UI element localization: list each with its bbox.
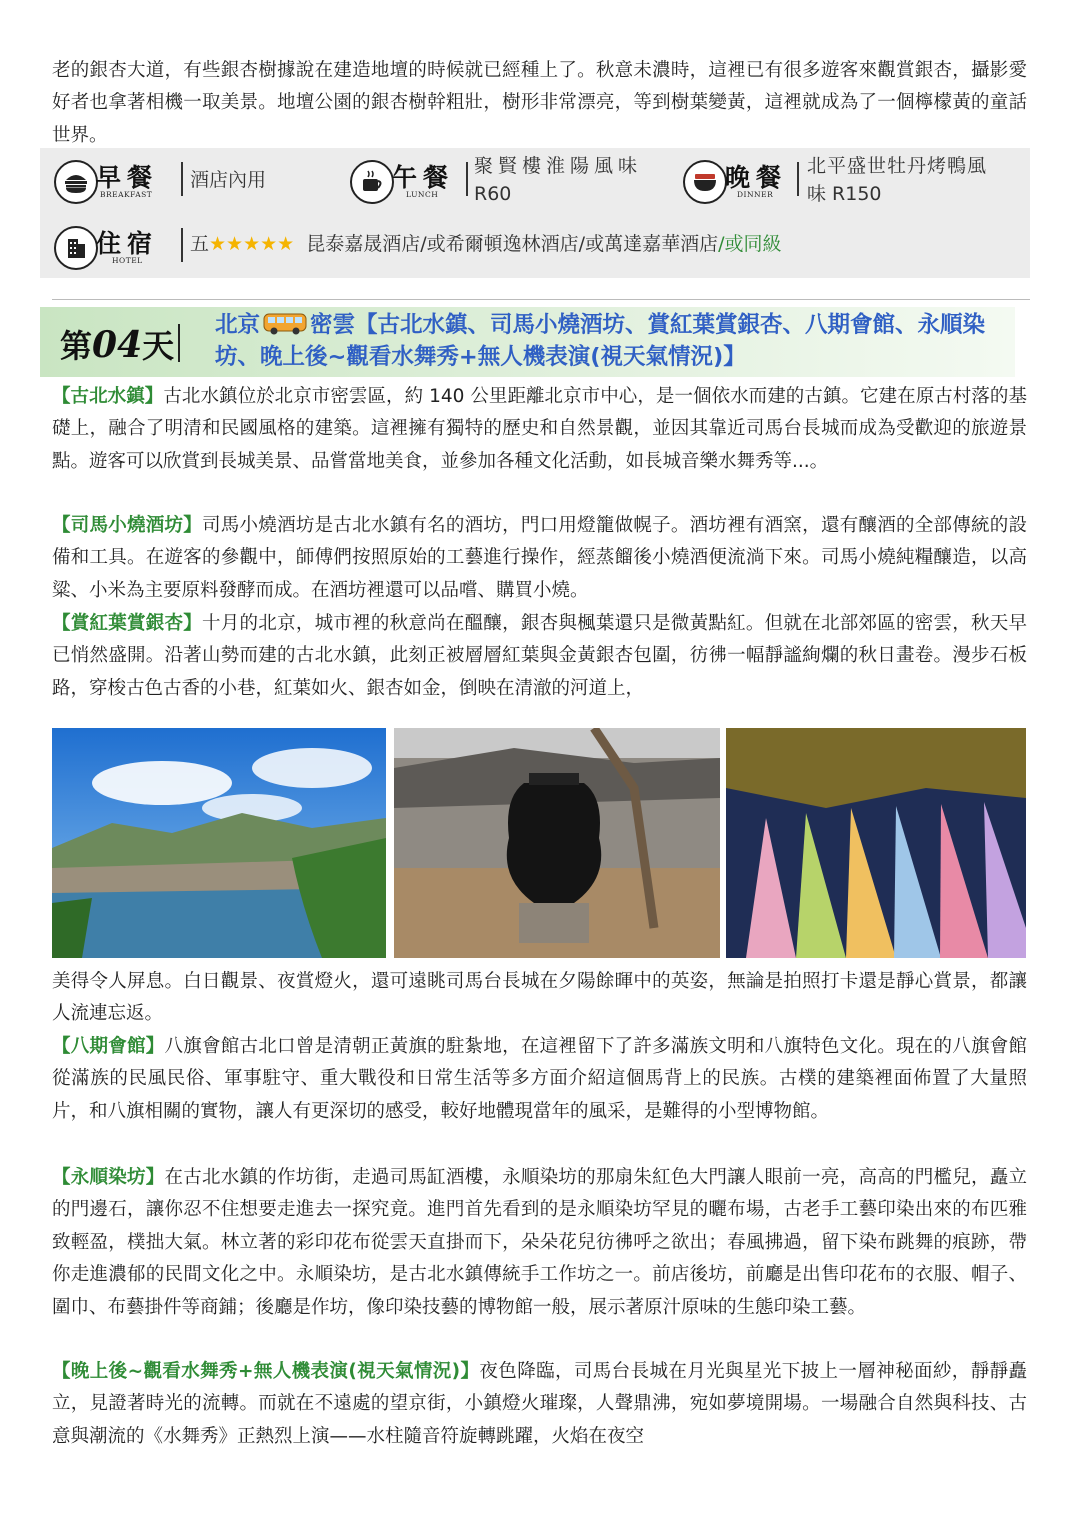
dinner-label: 晚餐 — [725, 163, 788, 192]
wine-jar-photo — [394, 728, 720, 958]
lunch-item — [350, 155, 680, 210]
section-title: 【八期會館】 — [52, 1036, 165, 1057]
meals-info-box — [40, 148, 1030, 278]
bus-icon — [263, 312, 307, 334]
breakfast-en-label: BREAKFAST — [100, 190, 153, 199]
section-yongshun-dye — [52, 1162, 1027, 1324]
day-label-prefix: 第 — [60, 327, 93, 365]
dye-cloth-night-photo — [726, 728, 1026, 958]
day-label-suffix: 天 — [142, 327, 175, 365]
section-text: 十月的北京，城市裡的秋意尚在醞釀，銀杏與楓葉還只是微黃點紅。但就在北部郊區的密雲，秋天早已悄然盛開。沿著山勢而建的古北水鎮，此刻正被層層紅葉與金黃銀杏包圍，彷彿一幅靜謐絢爛的秋日畫卷。漫步石板路，穿梭古色古香的小巷，紅葉如火、銀杏如金，倒映在清澈的河道上， — [52, 613, 1027, 699]
divider — [181, 162, 183, 196]
section-title: 【古北水鎮】 — [52, 386, 164, 407]
section-title: 【司馬小燒酒坊】 — [52, 515, 203, 536]
section-autumn-leaves-continued — [52, 966, 1027, 1031]
section-text: 八旗會館古北口曾是清朝正黃旗的駐紮地，在這裡留下了許多滿族文明和八旗特色文化。現在的八旗會館從滿族的民風民俗、軍事駐守、重大戰役和日常生活等多方面介紹這個馬背上的民族。古樸的建築裡面佈置了大量照片，和八旗相關的實物，讓人有更深切的感受，較好地體現當年的風采，是難得的小型博物館。 — [52, 1036, 1027, 1122]
section-autumn-leaves — [52, 608, 1027, 705]
bowl-icon — [683, 160, 727, 204]
day-header — [40, 307, 1015, 377]
divider — [181, 228, 183, 262]
hotel-suffix: /或同級 — [718, 233, 782, 255]
burger-icon — [54, 160, 98, 204]
breakfast-label: 早餐 — [96, 163, 159, 192]
building-icon — [54, 226, 98, 270]
day-title-from: 北京 — [215, 312, 261, 338]
breakfast-item — [54, 160, 354, 210]
lunch-label: 午餐 — [392, 163, 455, 192]
day-title-rest: 密雲【古北水鎮、司馬小燒酒坊、賞紅葉賞銀杏、八期會館、永順染坊、晚上後~觀看水舞秀+無人機表演(視天氣情況)】 — [215, 312, 986, 370]
cup-icon — [350, 160, 394, 204]
section-text: 夜色降臨，司馬台長城在月光與星光下披上一層神秘面紗，靜靜矗立，見證著時光的流轉。而就在不遠處的望京街，小鎮燈火璀璨，人聲鼎沸，宛如夢境開場。一場融合自然與科技、古意與潮流的《水舞秀》正熱烈上演——水柱隨音符旋轉跳躍，火焰在夜空 — [52, 1361, 1027, 1447]
lunch-value-line2: R60 — [474, 183, 512, 205]
intro-paragraph: 老的銀杏大道，有些銀杏樹據說在建造地壇的時候就已經種上了。秋意未濃時，這裡已有很多遊客來觀賞銀杏，攝影愛好者也拿著相機一取美景。地壇公園的銀杏樹幹粗壯，樹形非常漂亮，等到樹葉變黃，這裡就成為了一個檸檬黃的童話世界。 — [52, 60, 1027, 146]
divider — [797, 162, 799, 196]
hotel-value — [190, 232, 782, 257]
hotel-en-label: HOTEL — [112, 256, 143, 265]
section-title: 【永順染坊】 — [52, 1167, 165, 1188]
section-text: 美得令人屏息。白日觀景、夜賞燈火，還可遠眺司馬台長城在夕陽餘暉中的英姿，無論是拍照打卡還是靜心賞景，都讓人流連忘返。 — [52, 971, 1027, 1025]
day-divider — [178, 324, 180, 362]
lunch-value-line1: 聚賢樓淮陽風味 — [474, 155, 643, 177]
lunch-en-label: LUNCH — [406, 190, 439, 199]
section-title: 【賞紅葉賞銀杏】 — [52, 613, 203, 634]
star-rating-icon: ★★★★★ — [209, 233, 295, 255]
dinner-en-label: DINNER — [737, 190, 774, 199]
hotel-rating: 五 — [190, 233, 210, 255]
section-eight-banners-hall — [52, 1031, 1027, 1128]
section-title: 【晚上後~觀看水舞秀+無人機表演(視天氣情況)】 — [52, 1361, 480, 1382]
water-town-landscape-photo — [52, 728, 386, 958]
day-number: 04 — [92, 324, 143, 366]
day-title — [215, 309, 1015, 373]
breakfast-value: 酒店內用 — [190, 169, 267, 191]
dinner-item — [683, 155, 1028, 210]
hotel-label: 住宿 — [96, 229, 159, 258]
section-divider — [52, 299, 1030, 300]
section-text: 司馬小燒酒坊是古北水鎮有名的酒坊，門口用燈籠做幌子。酒坊裡有酒窯，還有釀酒的全部傳統的設備和工具。在遊客的參觀中，師傅們按照原始的工藝進行操作，經蒸餾後小燒酒便流淌下來。司馬小燒純糧釀造，以高粱、小米為主要原料發酵而成。在酒坊裡還可以品嚐、購買小燒。 — [52, 515, 1027, 601]
hotel-names: 昆泰嘉晟酒店/或希爾頓逸林酒店/或萬達嘉華酒店 — [306, 233, 719, 255]
divider — [466, 162, 468, 196]
hotel-item — [54, 226, 1024, 276]
dinner-value-line1: 北平盛世牡丹烤鴨風 — [807, 155, 988, 177]
section-gubei — [52, 381, 1027, 478]
section-text: 古北水鎮位於北京市密雲區，約 140 公里距離北京市中心，是一個依水而建的古鎮。它建在原古村落的基礎上，融合了明清和民國風格的建築。這裡擁有獨特的歷史和自然景觀，並因其靠近司馬台長城而成為受歡迎的旅遊景點。遊客可以欣賞到長城美景、品嘗當地美食，並參加各種文化活動，如長城音樂水舞秀等...。 — [52, 386, 1027, 472]
section-text: 在古北水鎮的作坊街，走過司馬缸酒樓，永順染坊的那扇朱紅色大門讓人眼前一亮，高高的門檻兒，矗立的門邊石，讓你忍不住想要走進去一探究竟。進門首先看到的是永順染坊罕見的曬布場，古老手工藝印染出來的布匹雅致輕盈，樸拙大氣。林立著的彩印花布從雲天直掛而下，朵朵花兒彷彿呼之欲出；春風拂過，留下染布跳舞的痕跡，帶你走進濃郁的民間文化之中。永順染坊，是古北水鎮傳統手工作坊之一。前店後坊，前廳是出售印花布的衣服、帽子、圍巾、布藝掛件等商鋪；後廳是作坊，像印染技藝的博物館一般，展示著原汁原味的生態印染工藝。 — [52, 1167, 1027, 1318]
dinner-value-line2: 味 R150 — [807, 183, 882, 205]
section-sima-winery — [52, 510, 1027, 607]
day-label — [60, 321, 174, 367]
section-night-show — [52, 1356, 1027, 1453]
